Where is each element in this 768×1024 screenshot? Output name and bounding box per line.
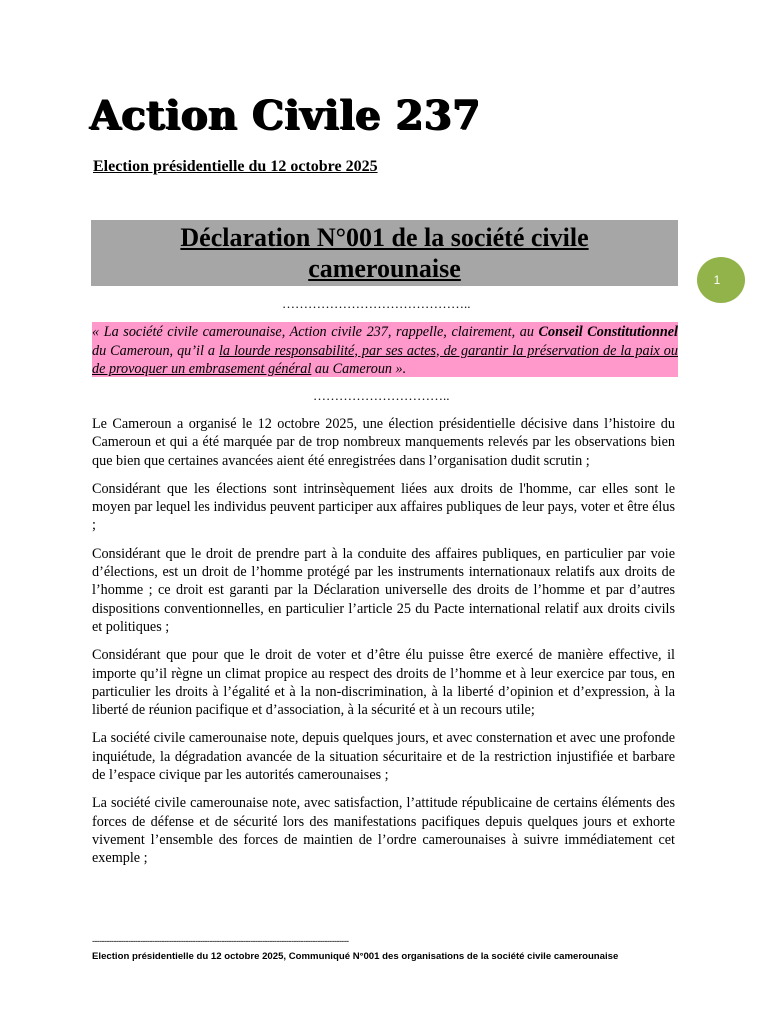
quote-part1: « La société civile camerounaise, Action civile 237, rappelle, clairement, au [92,324,539,340]
body-text [92,415,675,878]
footer-text: Election présidentielle du 12 octobre 2025, Communiqué N°001 des organisations de la société civile camerounaise [92,951,619,962]
paragraph: Considérant que le droit de prendre part à la conduite des affaires publiques, en particulier par voie d’élections, est un droit de l’homme protégé par les instruments internationaux relatifs aux droits de l’homme ; ce droit est garanti par la Déclaration universelle des droits de l’homme et par d’autres dispositions conventionnelles, en particulier l’article 25 du Pacte international relatif aux droits civils et politiques ; [92,545,675,635]
paragraph: La société civile camerounaise note, depuis quelques jours, et avec consternation et avec une profonde inquiétude, la dégradation avancée de la situation sécuritaire et de la restriction injustifiée et barbare de l’espace civique par les autorités camerounaises ; [92,730,675,784]
election-subtitle: Election présidentielle du 12 octobre 2025 [93,158,378,175]
quote-part2: du Cameroun, qu’il a [92,342,219,359]
quote-text [92,322,678,379]
quote-underlined: la lourde responsabilité, par ses actes, de garantir la préservation de la paix ou de provoquer un embrasement général [92,342,678,377]
declaration-title [150,222,620,284]
paragraph: Le Cameroun a organisé le 12 octobre 2025, une élection présidentielle décisive dans l’histoire du Cameroun et qui a été marquée par de trop nombreux manquements relevés par les observations bien que bien que certaines avancées aient été enregistrées dans l’organisation dudit scrutin ; [92,416,675,469]
paragraph: La société civile camerounaise note, avec satisfaction, l’attitude républicaine de certains éléments des forces de défense et de sécurité lors des manifestations pacifiques depuis quelques jours et exhorte vivement l’ensemble des forces de maintien de l’ordre camerounaises à suivre immédiatement cet exemple ; [92,795,675,867]
quote-bold: Conseil Constitutionnel [538,324,678,340]
declaration-title-line1: Déclaration N°001 de la société civile [180,223,589,252]
separator-dots-bottom: ………………………….. [313,388,450,403]
quote-part3: au Cameroun ». [311,361,407,377]
paragraph: Considérant que pour que le droit de voter et d’être élu puisse être exercé de manière effective, il importe qu’il règne un climat propice au respect des droits de l’homme et à leur exercice par tous, en particulier les droits à l’égalité et à la non-discrimination, à la liberté d’opinion et d’expression, à la liberté de réunion pacifique et d’association, à la sécurité et à un recours utile; [92,647,675,719]
brand-title: Action Civile 237 [90,92,481,139]
declaration-title-box [91,220,678,286]
footer-rule: ----------------------------------------------------------------------------------------------------------- [92,936,349,946]
paragraph: Considérant que les élections sont intrinsèquement liées aux droits de l'homme, car elles sont le moyen par lequel les individus peuvent participer aux affaires publiques de leur pays, voter et être élus ; [92,480,675,534]
declaration-title-line2: camerounaise [308,254,461,283]
separator-dots-top: …………………………………….. [282,296,471,311]
page-number-badge: 1 [697,257,745,303]
highlighted-quote [92,322,678,377]
